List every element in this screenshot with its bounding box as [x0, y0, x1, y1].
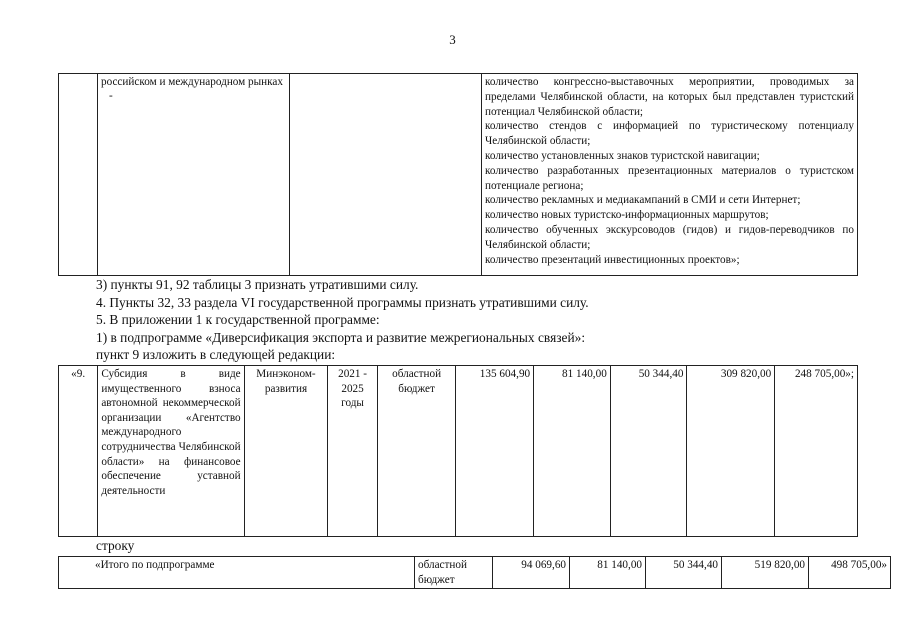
item-number: «9. — [59, 366, 98, 537]
indicator-line: количество новых туристско-информационных маршрутов; — [485, 209, 769, 222]
stroku-label: строку — [96, 538, 135, 553]
indicators-cell — [482, 74, 858, 276]
table-cell-market — [98, 74, 290, 276]
paragraph: 5. В приложении 1 к государственной программе: — [96, 312, 380, 327]
subtotal-source: областной бюджет — [415, 557, 493, 589]
paragraph: 3) пункты 91, 92 таблицы 3 признать утратившими силу. — [96, 277, 419, 292]
table-cell-empty — [290, 74, 482, 276]
item-period: 2021 - 2025 годы — [328, 366, 377, 537]
subtotal-value: 498 705,00» — [809, 557, 891, 589]
table-row — [59, 74, 858, 276]
subtotal-value: 519 820,00 — [722, 557, 809, 589]
paragraph: пункт 9 изложить в следующей редакции: — [96, 347, 336, 362]
stray-mark: - — [109, 89, 113, 102]
indicator-line: количество обученных экскурсоводов (гидов) и гидов-переводчиков по Челябинской области; — [485, 223, 854, 251]
indicators-table — [58, 73, 858, 276]
table-row — [59, 366, 858, 537]
item-value: 50 344,40 — [610, 366, 687, 537]
item-value: 135 604,90 — [456, 366, 534, 537]
paragraph: 1) в подпрограмме «Диверсификация экспорта и развитие межрегиональных связей»: — [96, 330, 586, 345]
indicator-line: количество конгрессно-выставочных мероприятии, проводимых за пределами Челябинской области, на которых был представлен туристский потенциал Челябинской области; — [485, 76, 854, 118]
item-value: 309 820,00 — [687, 366, 775, 537]
subtotal-table — [58, 556, 891, 589]
market-text: российском и международном рынках — [101, 76, 283, 88]
paragraph: 4. Пункты 32, 33 раздела VI государственной программы признать утратившими силу. — [96, 295, 589, 310]
item-name: Субсидия в виде имущественного взноса автономной некоммерческой организации «Агентство международного сотрудничества Челябинской области» на финансовое обеспечение уставной деятельности — [98, 366, 244, 537]
item-value: 248 705,00»; — [775, 366, 858, 537]
program-item-table — [58, 365, 858, 537]
item-source: областной бюджет — [377, 366, 456, 537]
item-executor: Минэконом-развития — [244, 366, 328, 537]
subtotal-value: 94 069,60 — [493, 557, 570, 589]
table-row — [59, 557, 891, 589]
table-cell-empty — [59, 74, 98, 276]
subtotal-label: «Итого по подпрограмме — [59, 557, 415, 589]
indicator-line: количество установленных знаков туристской навигации; — [485, 149, 760, 162]
subtotal-value: 50 344,40 — [646, 557, 722, 589]
indicator-line: количество презентаций инвестиционных проектов»; — [485, 253, 740, 266]
item-value: 81 140,00 — [534, 366, 611, 537]
indicator-line: количество разработанных презентационных материалов о туристском потенциале региона; — [485, 164, 854, 192]
indicator-line: количество стендов с информацией по туристическому потенциалу Челябинской области; — [485, 120, 854, 148]
page-number: 3 — [449, 32, 456, 47]
indicator-line: количество рекламных и медиакампаний в СМИ и сети Интернет; — [485, 194, 801, 207]
subtotal-value: 81 140,00 — [570, 557, 646, 589]
